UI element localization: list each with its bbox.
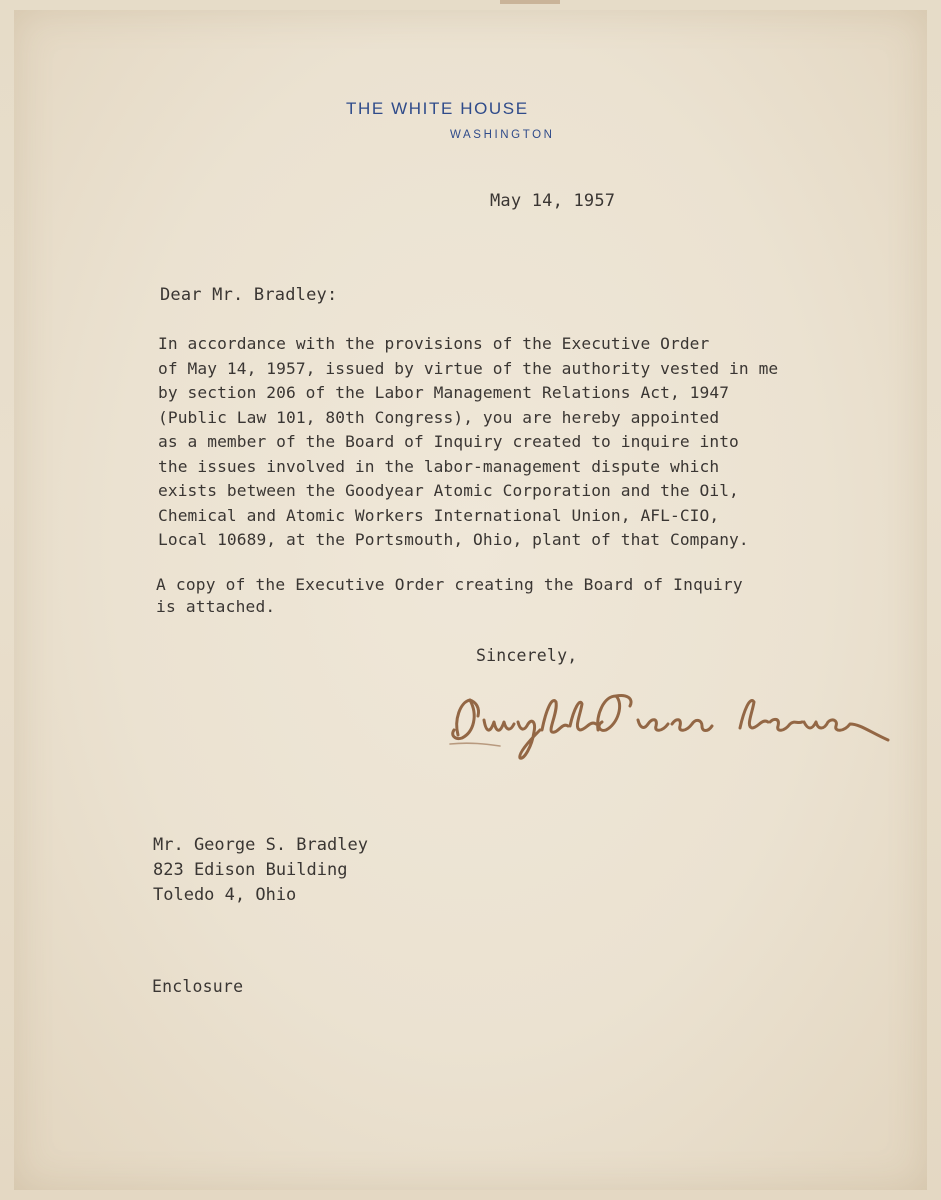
salutation: Dear Mr. Bradley: <box>160 285 338 305</box>
letter-date: May 14, 1957 <box>490 191 616 211</box>
body-paragraph <box>158 332 778 553</box>
recipient-street: 823 Edison Building <box>153 860 348 880</box>
body-line: Local 10689, at the Portsmouth, Ohio, plant of that Company. <box>158 530 749 549</box>
body-line: (Public Law 101, 80th Congress), you are hereby appointed <box>158 407 720 427</box>
enclosure-note: Enclosure <box>152 977 244 996</box>
paper-stain <box>500 0 560 4</box>
recipient-city: Toledo 4, Ohio <box>153 885 297 905</box>
body-line: as a member of the Board of Inquiry created to inquire into <box>158 432 739 451</box>
letterhead-location: WASHINGTON <box>450 129 555 141</box>
attachment-line: A copy of the Executive Order creating the Board of Inquiry <box>156 575 743 594</box>
body-line: Chemical and Atomic Workers International Union, AFL-CIO, <box>158 505 720 525</box>
recipient-address <box>153 833 368 908</box>
attachment-line: is attached. <box>156 597 276 616</box>
body-line: In accordance with the provisions of the Executive Order <box>158 334 710 353</box>
body-line: of May 14, 1957, issued by virtue of the authority vested in me <box>158 358 779 378</box>
handwritten-signature <box>440 680 900 770</box>
closing: Sincerely, <box>476 646 578 665</box>
body-line: by section 206 of the Labor Management Relations Act, 1947 <box>158 383 730 402</box>
body-line: the issues involved in the labor-management dispute which <box>158 456 720 476</box>
letterhead-title: THE WHITE HOUSE <box>346 99 529 118</box>
recipient-name: Mr. George S. Bradley <box>153 835 368 855</box>
attachment-paragraph <box>156 574 743 618</box>
body-line: exists between the Goodyear Atomic Corporation and the Oil, <box>158 481 739 500</box>
